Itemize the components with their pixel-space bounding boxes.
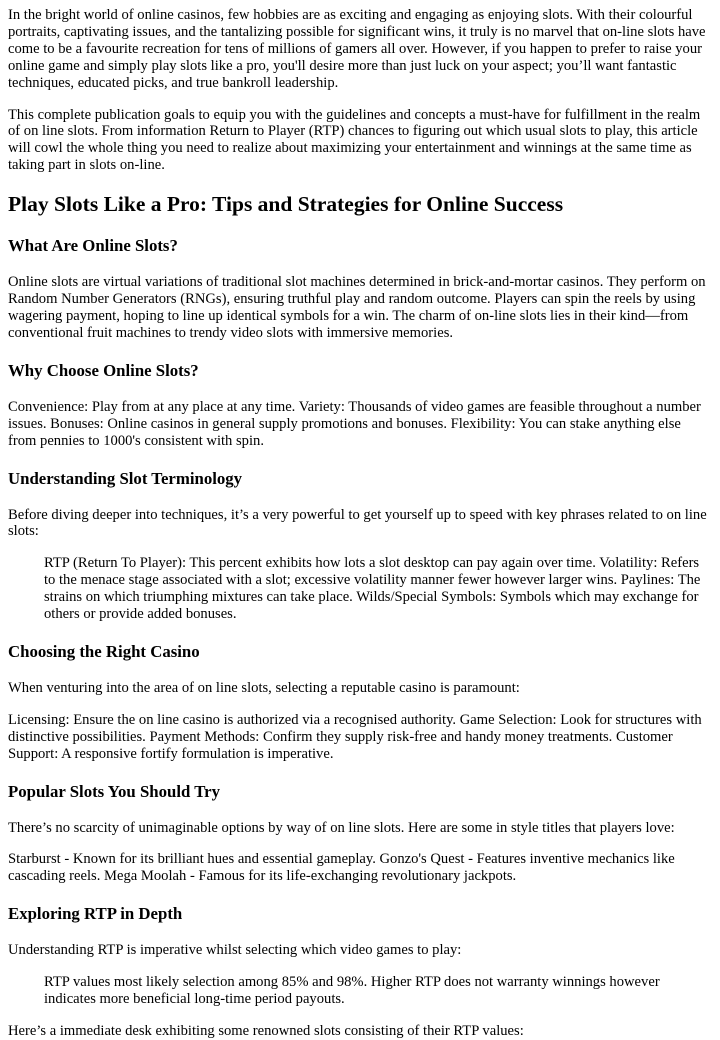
rtp-quote: RTP values most likely selection among 85% and 98%. Higher RTP does not warranty winnings however indicates more beneficial long-time period payouts. [44,974,660,1008]
intro-paragraph-1: In the bright world of online casinos, few hobbies are as exciting and engaging as enjoying slots. With their colourful portraits, captivating issues, and the tantalizing possible for significant wins, it truly is no marvel that on-line slots have come to be a favourite recreation for tens of millions of gamers all over. However, if you happen to prefer to raise your online game and simply play slots like a pro, you'll desire more than just luck on your aspect; you’ll want fantastic techniques, educated picks, and true bankroll leadership. [8,7,706,91]
heading-what-are-online-slots: What Are Online Slots? [8,236,178,256]
heading-slot-terminology: Understanding Slot Terminology [8,468,243,488]
heading-popular-slots: Popular Slots You Should Try [8,781,221,801]
popular-paragraph-2: Starburst - Known for its brilliant hues and essential gameplay. Gonzo's Quest - Features inventive mechanics like cascading reels. Mega Moolah - Famous for its life-exchanging revolutionary jackpots. [8,851,675,885]
heading-exploring-rtp: Exploring RTP in Depth [8,904,183,924]
terminology-paragraph: Before diving deeper into techniques, it’s a very powerful to get yourself up to speed with key phrases related to on line slots: [8,506,707,540]
casino-paragraph-2: Licensing: Ensure the on line casino is authorized via a recognised authority. Game Selection: Look for structures with distinctive possibilities. Payment Methods: Confirm they supply risk-free and handy money treatments. Customer Support: A responsive fortify formulation is imperative. [8,711,702,762]
rtp-paragraph-2: Here’s a immediate desk exhibiting some renowned slots consisting of their RTP values: [8,1023,524,1039]
terminology-quote: RTP (Return To Player): This percent exhibits how lots a slot desktop can pay again over time. Volatility: Refers to the menace stage associated with a slot; excessive volatility manner fewer however larger wins. Paylines: The strains on which triumphing mixtures can take place. Wilds/Special Symbols: Symbols which may exchange for others or provide added bonuses. [44,555,701,623]
casino-paragraph-1: When venturing into the area of on line slots, selecting a reputable casino is paramount: [8,679,520,696]
heading-why-choose-online-slots: Why Choose Online Slots? [8,360,199,380]
why-paragraph: Convenience: Play from at any place at any time. Variety: Thousands of video games are feasible throughout a number issues. Bonuses: Online casinos in general supply promotions and bonuses. Flexibility: You can stake anything else from pennies to 1000's consistent with spin. [8,398,701,449]
what-paragraph: Online slots are virtual variations of traditional slot machines determined in brick-and-mortar casinos. They perform on Random Number Generators (RNGs), ensuring truthful play and random outcome. Players can spin the reels by using wagering payment, hoping to line up identical symbols for a win. The charm of on-line slots lies in their kind—from conventional fruit machines to trendy video slots with immersive memories. [8,274,706,341]
page-title: Play Slots Like a Pro: Tips and Strategies for Online Success [8,192,564,217]
heading-choosing-casino: Choosing the Right Casino [8,641,200,661]
popular-paragraph-1: There’s no scarcity of unimaginable options by way of on line slots. Here are some in style titles that players love: [8,819,675,836]
rtp-paragraph-1: Understanding RTP is imperative whilst selecting which video games to play: [8,942,462,959]
intro-paragraph-2: This complete publication goals to equip you with the guidelines and concepts a must-have for fulfillment in the realm of on line slots. From information Return to Player (RTP) chances to figuring out which usual slots to play, this article will cowl the whole thing you need to realize about maximizing your entertainment and winnings at the same time as taking part in slots on-line. [8,106,701,174]
